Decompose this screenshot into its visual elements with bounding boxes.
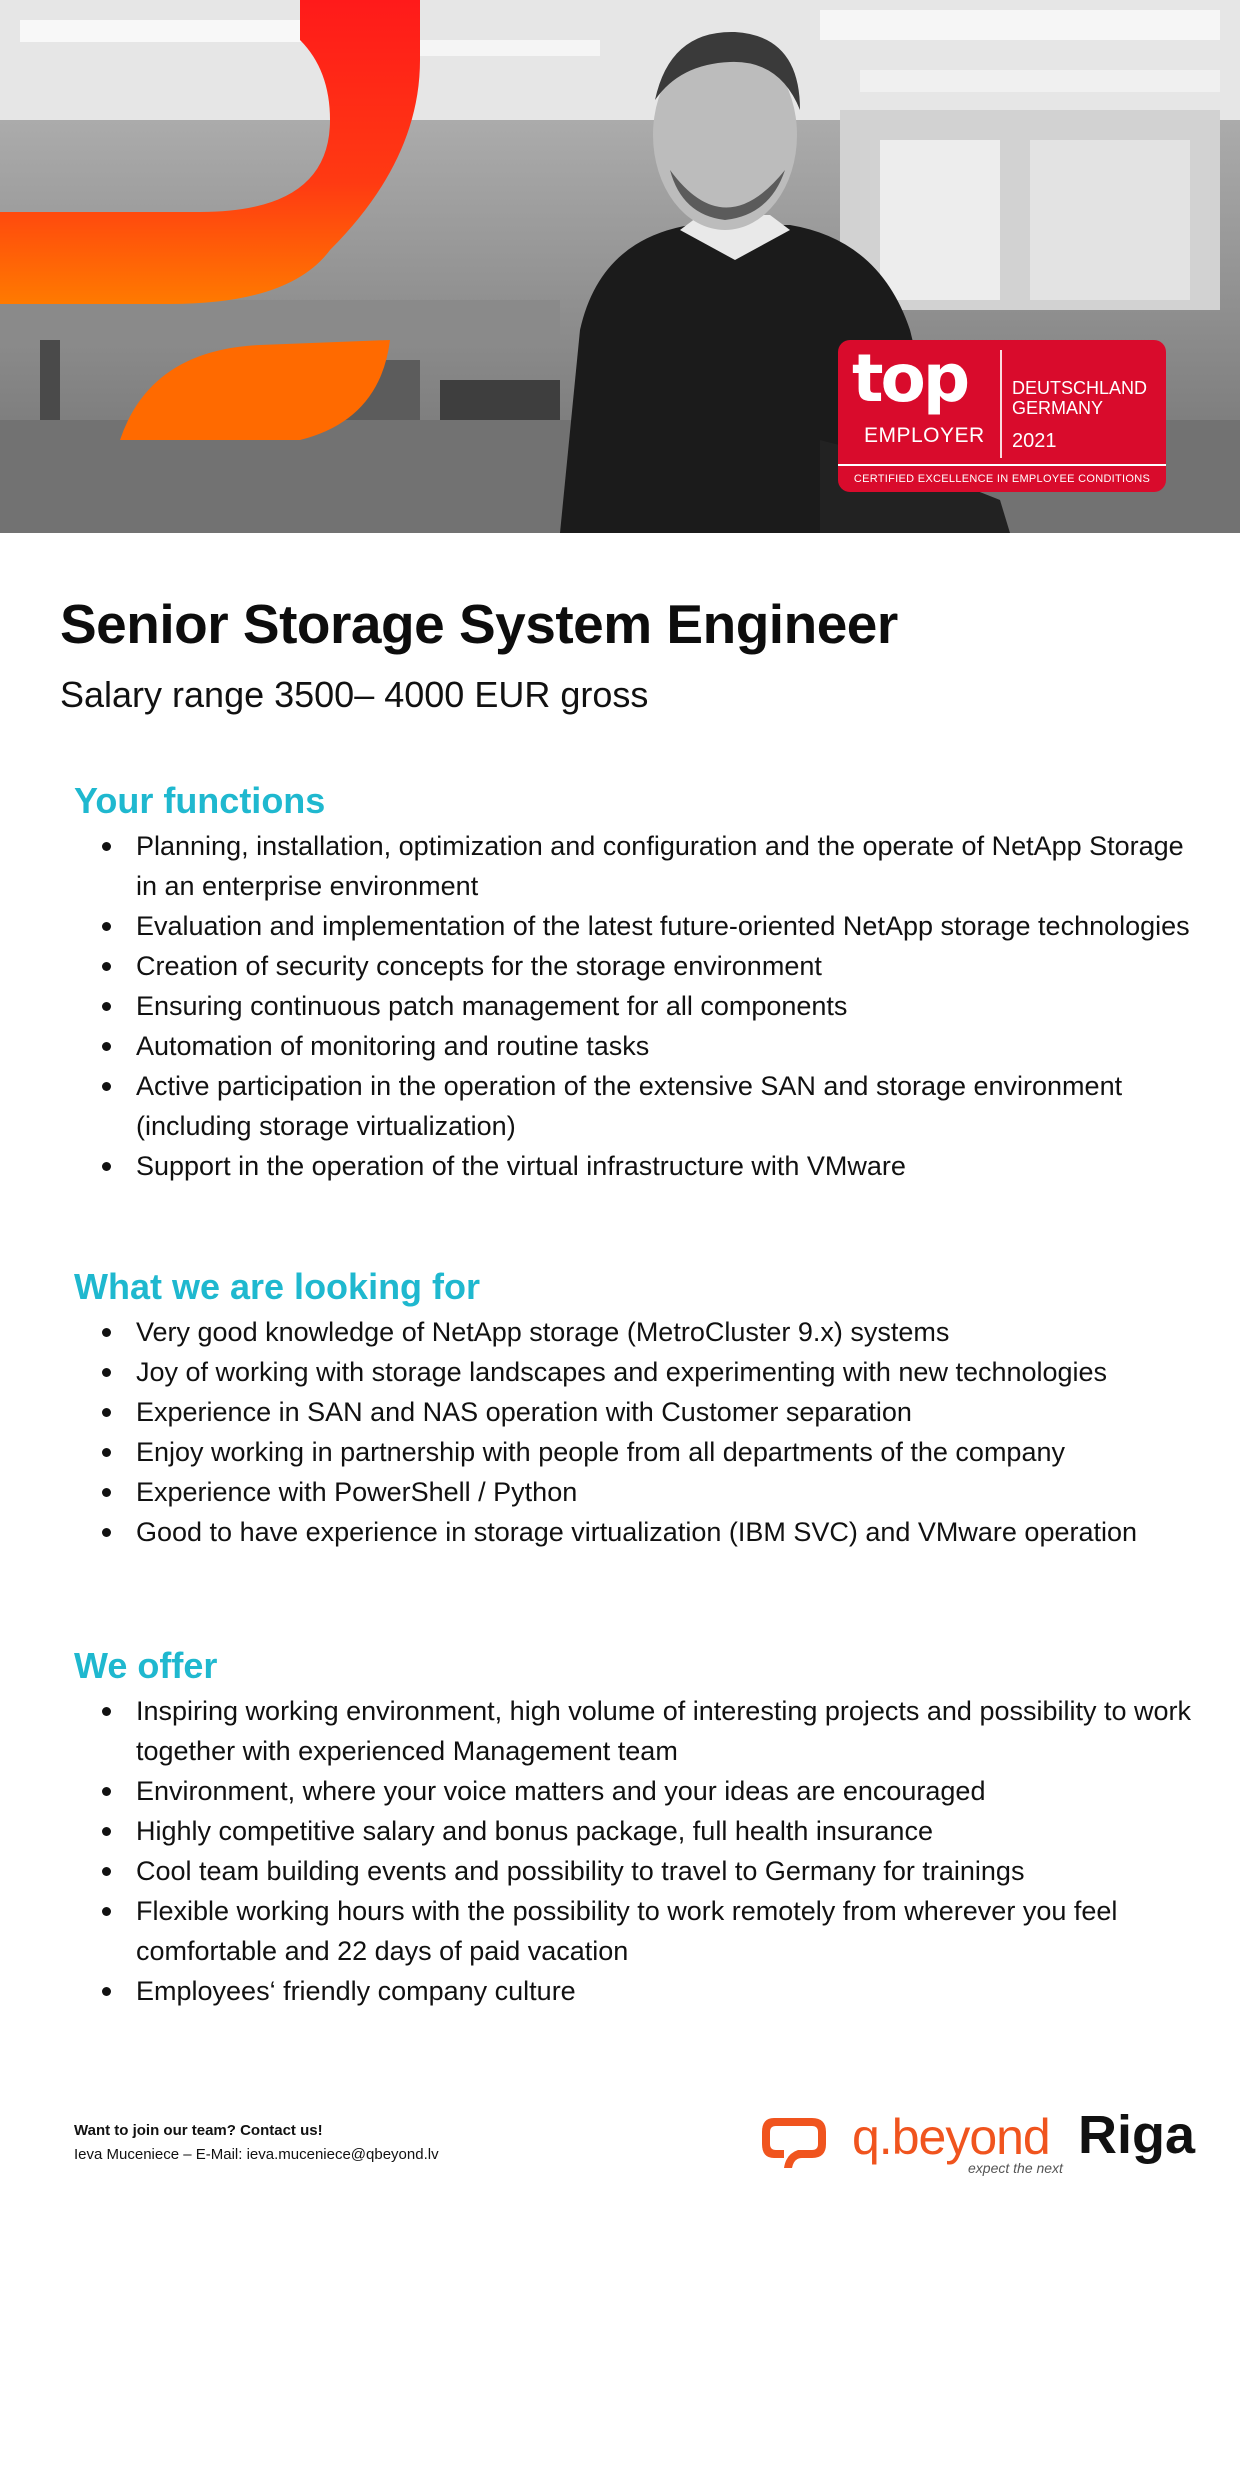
salary-range: Salary range 3500– 4000 EUR gross <box>60 674 649 715</box>
badge-certification: CERTIFIED EXCELLENCE IN EMPLOYEE CONDITIONS <box>838 464 1166 492</box>
list-item: Environment, where your voice matters and your ideas are encouraged <box>74 1771 1194 1811</box>
list-item: Evaluation and implementation of the latest future-oriented NetApp storage technologies <box>74 906 1194 946</box>
section-heading: We offer <box>74 1645 218 1686</box>
section-heading: What we are looking for <box>74 1266 481 1307</box>
top-employer-badge <box>838 340 1166 492</box>
logo-city: Riga <box>1078 2105 1196 2165</box>
section-heading: Your functions <box>74 780 326 821</box>
list-item: Experience with PowerShell / Python <box>74 1472 1194 1512</box>
logo-brand: q.beyond <box>852 2109 1050 2165</box>
section-what-we-are-looking-for <box>74 1266 1194 1552</box>
list-item: Employees‘ friendly company culture <box>74 1971 1194 2011</box>
list-item: Active participation in the operation of the extensive SAN and storage environment (including storage virtualization) <box>74 1066 1194 1146</box>
list-item: Automation of monitoring and routine tasks <box>74 1026 1194 1066</box>
contact-heading: Want to join our team? Contact us! <box>74 2122 323 2139</box>
hero-banner <box>0 0 1240 533</box>
list-item: Cool team building events and possibility to travel to Germany for trainings <box>74 1851 1194 1891</box>
badge-divider <box>1000 350 1002 458</box>
section-we-offer <box>74 1645 1194 2011</box>
list-item: Creation of security concepts for the storage environment <box>74 946 1194 986</box>
badge-employer: EMPLOYER <box>864 424 985 447</box>
list-item: Highly competitive salary and bonus package, full health insurance <box>74 1811 1194 1851</box>
list-item: Inspiring working environment, high volume of interesting projects and possibility to work together with experienced Management team <box>74 1691 1194 1771</box>
list-item: Flexible working hours with the possibility to work remotely from wherever you feel comfortable and 22 days of paid vacation <box>74 1891 1194 1971</box>
badge-country-line1: DEUTSCHLAND <box>1012 378 1148 398</box>
job-title: Senior Storage System Engineer <box>60 593 898 655</box>
badge-top-word: top <box>852 340 968 417</box>
list-item: Enjoy working in partnership with people from all departments of the company <box>74 1432 1194 1472</box>
section-your-functions <box>74 780 1194 1186</box>
contact-email-line: Ieva Muceniece – E-Mail: ieva.muceniece@qbeyond.lv <box>74 2146 439 2163</box>
logo-tagline: expect the next <box>968 2160 1063 2176</box>
badge-year: 2021 <box>1012 430 1057 452</box>
bullet-list <box>74 1691 1194 2011</box>
list-item: Support in the operation of the virtual infrastructure with VMware <box>74 1146 1194 1186</box>
bullet-list <box>74 1312 1194 1552</box>
list-item: Ensuring continuous patch management for all components <box>74 986 1194 1026</box>
badge-country-line2: GERMANY <box>1012 398 1104 418</box>
list-item: Planning, installation, optimization and configuration and the operate of NetApp Storage in an enterprise environment <box>74 826 1194 906</box>
qbeyond-riga-logo <box>762 2105 1196 2178</box>
list-item: Good to have experience in storage virtualization (IBM SVC) and VMware operation <box>74 1512 1194 1552</box>
list-item: Experience in SAN and NAS operation with Customer separation <box>74 1392 1194 1432</box>
bullet-list <box>74 826 1194 1186</box>
qbeyond-q-icon <box>762 2114 832 2176</box>
list-item: Very good knowledge of NetApp storage (MetroCluster 9.x) systems <box>74 1312 1194 1352</box>
list-item: Joy of working with storage landscapes and experimenting with new technologies <box>74 1352 1194 1392</box>
